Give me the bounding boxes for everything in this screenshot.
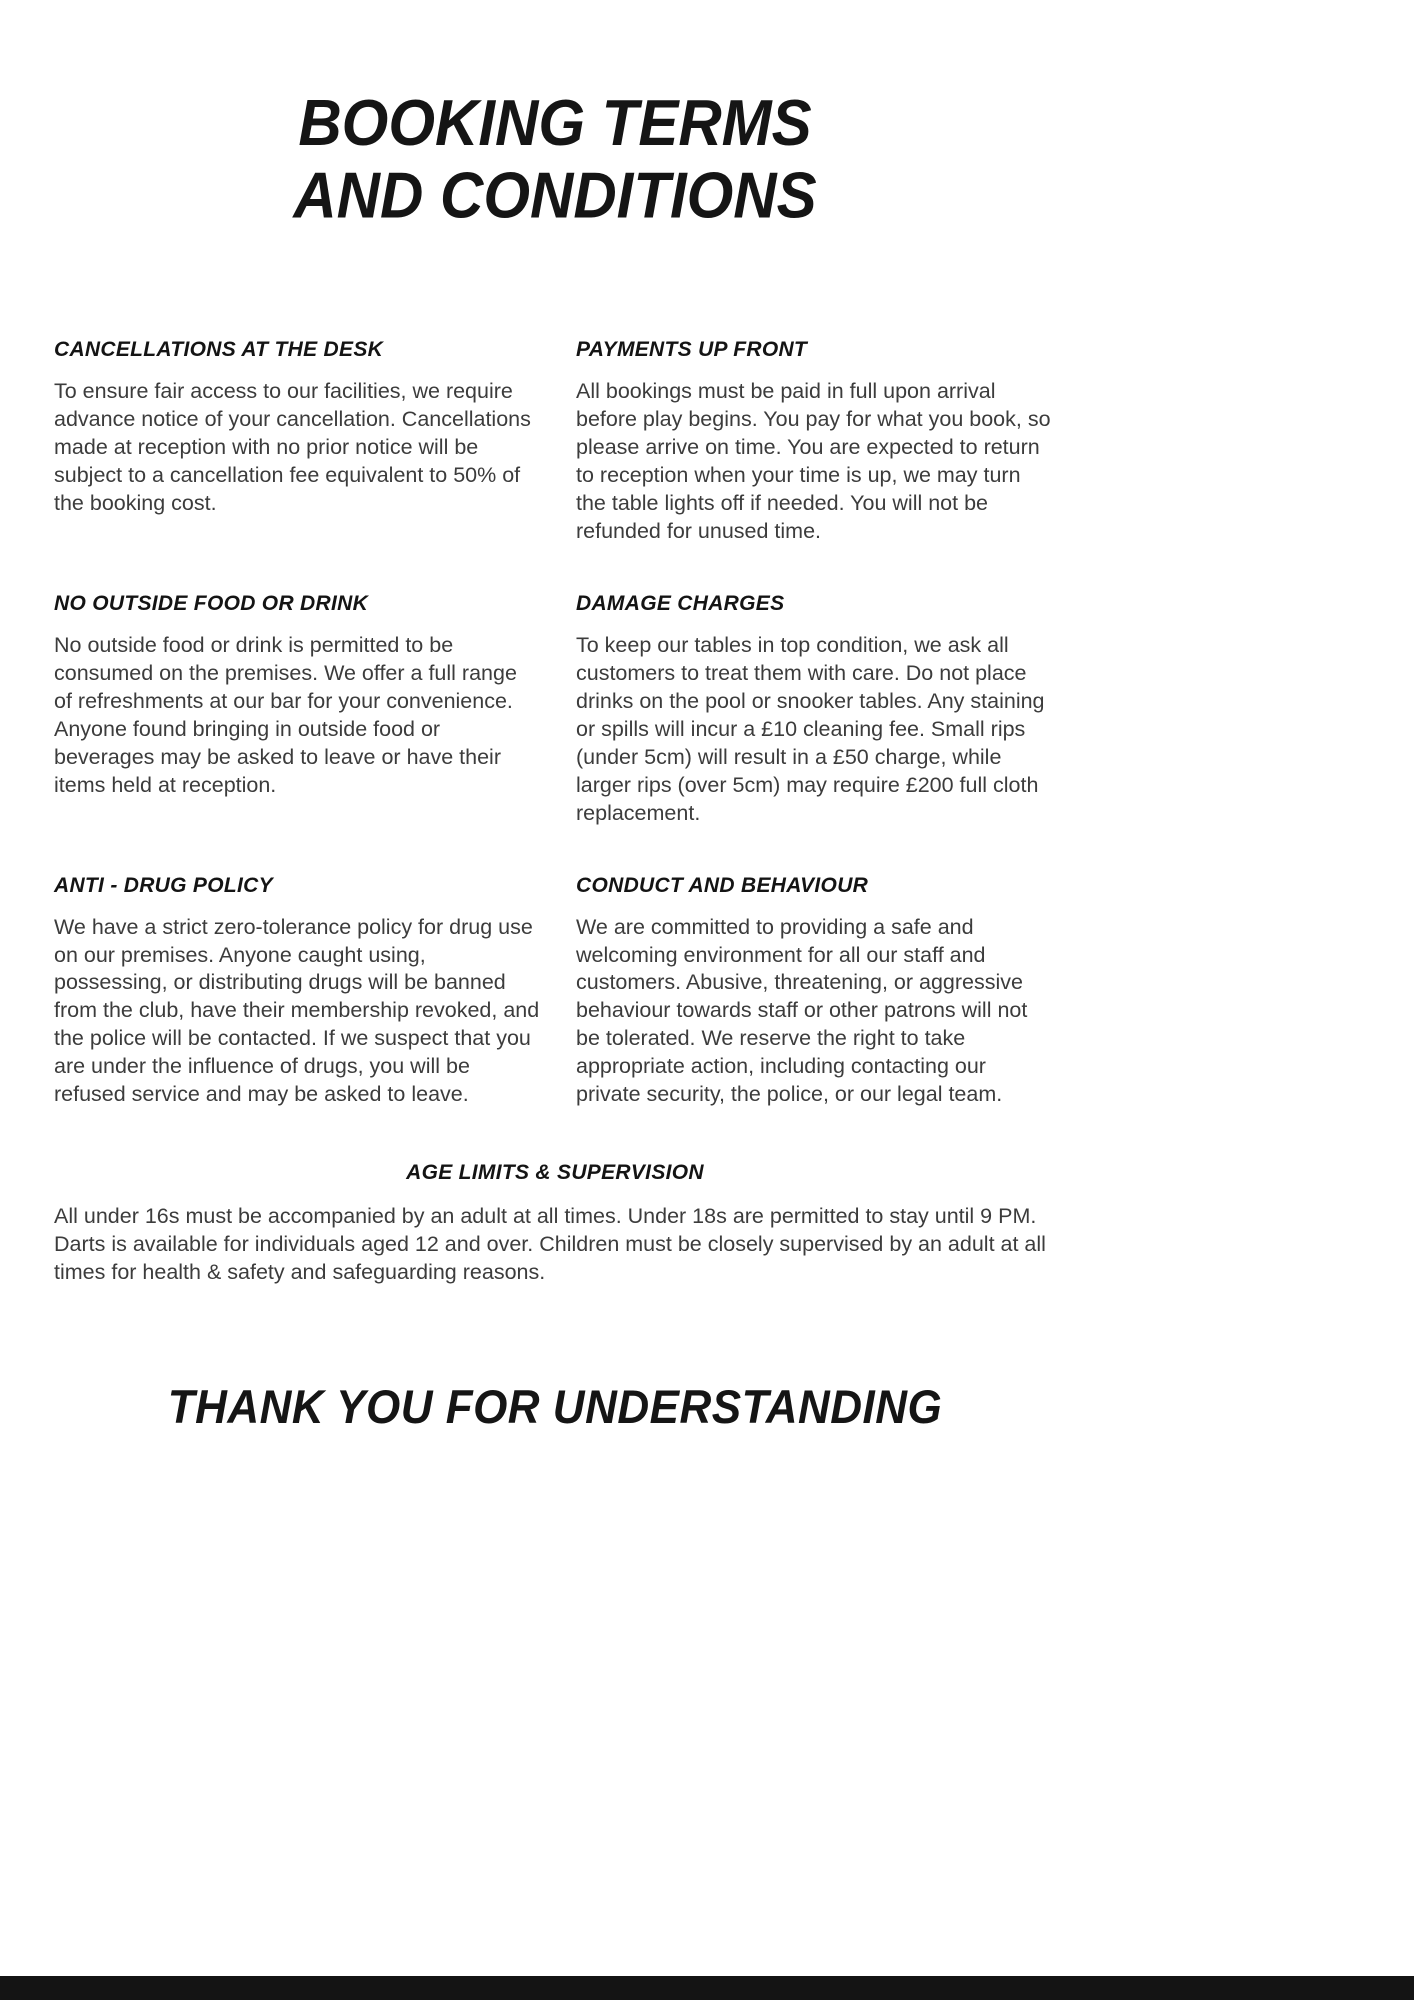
section-heading-conduct: CONDUCT AND BEHAVIOUR [576,873,869,897]
bottom-bar-decoration [0,1976,1414,2000]
section-heading-anti-drug: ANTI - DRUG POLICY [54,873,273,897]
section-payments [576,338,1056,546]
page-title: BOOKING TERMS AND CONDITIONS [293,86,817,232]
section-body-damage-charges: To keep our tables in top condition, we ask all customers to treat them with care. Do not place drinks on the pool or snooker tables. Any staining or spills will incur a £10 cleaning fee. Small rips (under 5cm) will result in a £50 charge, while larger rips (over 5cm) may require £200 full cloth replacement. [576,633,1045,825]
document-page [54,0,1056,1433]
section-heading-no-outside-food: NO OUTSIDE FOOD OR DRINK [54,592,369,615]
section-anti-drug [54,874,540,1110]
section-heading-damage-charges: DAMAGE CHARGES [576,592,785,615]
section-damage-charges [576,592,1056,828]
closing-statement: THANK YOU FOR UNDERSTANDING [167,1380,943,1434]
section-heading-payments: PAYMENTS UP FRONT [576,338,808,362]
section-age-limits [54,1161,1056,1287]
section-conduct [576,874,1056,1110]
section-no-outside-food [54,592,540,828]
section-body-no-outside-food: No outside food or drink is permitted to be consumed on the premises. We offer a full range of refreshments at our bar for your convenience. Anyone found bringing in outside food or beverages may be asked to leave or have their items held at reception. [54,633,517,797]
section-heading-cancellations: CANCELLATIONS AT THE DESK [54,338,384,362]
section-heading-age-limits: AGE LIMITS & SUPERVISION [406,1161,704,1185]
section-body-anti-drug: We have a strict zero-tolerance policy for drug use on our premises. Anyone caught using, possessing, or distributing drugs will be banned from the club, have their membership revoked, and the police will be contacted. If we suspect that you are under the influence of drugs, you will be refused service and may be asked to leave. [54,914,540,1107]
terms-sections-grid [54,338,1056,1109]
section-cancellations [54,338,540,546]
section-body-cancellations: To ensure fair access to our facilities, we require advance notice of your cancellation. Cancellations made at reception with no prior notice will be subject to a cancellation fee equivalent to 50% of the booking cost. [54,379,531,516]
section-body-conduct: We are committed to providing a safe and welcoming environment for all our staff and customers. Abusive, threatening, or aggressive behaviour towards staff or other patrons will not be tolerated. We reserve the right to take appropriate action, including contacting our private security, the police, or our legal team. [576,914,1028,1107]
section-body-payments: All bookings must be paid in full upon arrival before play begins. You pay for what you book, so please arrive on time. You are expected to return to reception when your time is up, we may turn the table lights off if needed. You will not be refunded for unused time. [576,379,1051,544]
section-body-age-limits: All under 16s must be accompanied by an adult at all times. Under 18s are permitted to stay until 9 PM. Darts is available for individuals aged 12 and over. Children must be closely supervised by an adult at all times for health & safety and safeguarding reasons. [54,1204,1046,1284]
